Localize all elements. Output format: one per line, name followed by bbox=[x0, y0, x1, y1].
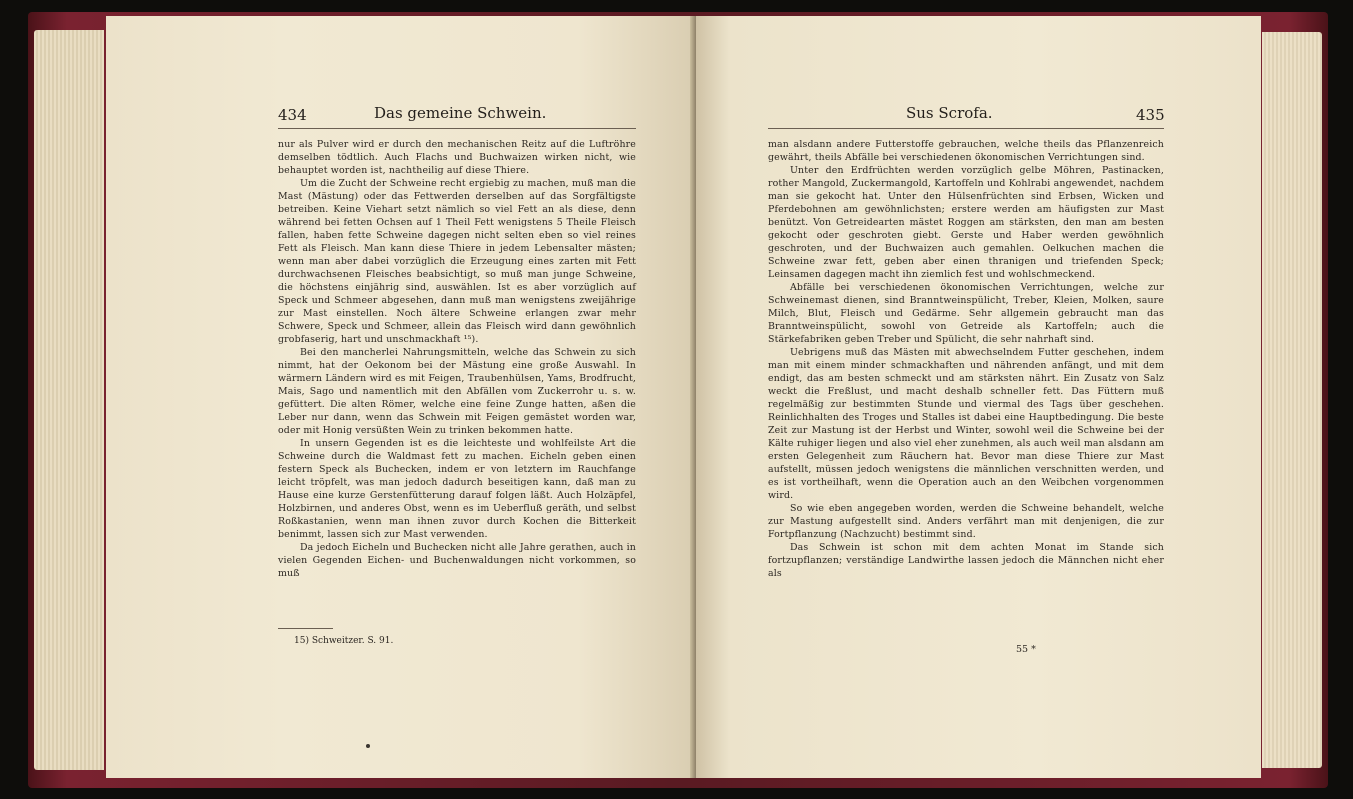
right-paragraph: Unter den Erdfrüchten werden vorzüglich gelbe Möhren, Pastinacken, rother Mangold, Zuckermangold, Kartoffeln und Kohlrabi angewendet, nachdem man sie gekocht hat. Unter den Hülsenfrüchten sind Erbsen, Wicken und Pferdebohnen am gewöhnlichsten; erstere werden am häufigsten zur Mast benützt. Von Getreidearten mästet Roggen am stärksten, den man am besten gekocht oder geschroten giebt. Gerste und Haber werden gewöhnlich geschroten, und der Buchwaizen auch gemahlen. Oelkuchen machen die Schweine zwar fett, geben aber einen thranigen und triefenden Speck; Leinsamen dagegen macht ihn ziemlich fest und wohlschmeckend. bbox=[768, 165, 1164, 280]
right-page-number: 435 bbox=[1136, 106, 1165, 124]
left-page-number: 434 bbox=[278, 106, 307, 124]
left-paragraph: In unsern Gegenden ist es die leichteste und wohlfeilste Art die Schweine durch die Waldmast fett zu machen. Eicheln geben einen festern Speck als Buchecken, indem er von letztern im Rauchfange leicht tröpfelt, was man jedoch dadurch beseitigen kann, daß man zu Hause eine kurze Gerstenfütterung darauf folgen läßt. Auch Holzäpfel, Holzbirnen, und anderes Obst, wenn es im Ueberfluß geräth, und selbst Roßkastanien, wenn man ihnen zuvor durch Kochen die Bitterkeit benimmt, lassen sich zur Mast verwenden. bbox=[278, 438, 636, 540]
open-book bbox=[28, 12, 1328, 788]
right-paragraph: Das Schwein ist schon mit dem achten Monat im Stande sich fortzupflanzen; verständige Landwirthe lassen jedoch die Männchen nicht eher als bbox=[768, 542, 1164, 579]
left-body-text bbox=[278, 138, 636, 580]
right-paragraph: Uebrigens muß das Mästen mit abwechselndem Futter geschehen, indem man mit einem minder schmackhaften und nährenden anfängt, und mit dem endigt, das am besten schmeckt und am stärksten nährt. Ein Zusatz von Salz weckt die Freßlust, und macht deshalb schneller fett. Das Füttern muß regelmäßig zur bestimmten Stunde und viermal des Tags über geschehen. Reinlichhalten des Troges und Stalles ist dabei eine Hauptbedingung. Die beste Zeit zur Mastung ist der Herbst und Winter, sowohl weil die Schweine bei der Kälte ruhiger liegen und also viel eher zunehmen, als auch weil man alsdann am ersten Gelegenheit zum Räuchern hat. Bevor man diese Thiere zur Mast aufstellt, müssen jedoch wenigstens die männlichen verschnitten werden, und es ist vortheilhaft, wenn die Operation auch an den Weibchen vorgenommen wird. bbox=[768, 347, 1164, 501]
page-edges-left bbox=[34, 30, 104, 770]
footnote: 15) Schweitzer. S. 91. bbox=[294, 636, 394, 646]
right-paragraph: So wie eben angegeben worden, werden die Schweine behandelt, welche zur Mastung aufgestellt sind. Anders verfährt man mit denjenigen, die zur Fortpflanzung (Nachzucht) bestimmt sind. bbox=[768, 503, 1164, 540]
right-paragraph: Abfälle bei verschiedenen ökonomischen Verrichtungen, welche zur Schweinemast dienen, sind Branntweinspülicht, Treber, Kleien, Molken, saure Milch, Blut, Fleisch und Gedärme. Sehr allgemein gebraucht man das Branntweinspülicht, sowohl von Getreide als Kartoffeln; auch die Stärkefabriken geben Treber und Spülicht, die sehr nahrhaft sind. bbox=[768, 282, 1164, 345]
printer-mark bbox=[366, 744, 370, 748]
left-running-head: Das gemeine Schwein. bbox=[374, 104, 547, 122]
left-paragraph: Da jedoch Eicheln und Buchecken nicht alle Jahre gerathen, auch in vielen Gegenden Eichen- und Buchenwaldungen nicht vorkommen, so muß bbox=[278, 542, 636, 579]
right-page bbox=[696, 16, 1261, 778]
right-header-rule bbox=[768, 128, 1164, 129]
footnote-rule bbox=[278, 628, 333, 629]
left-paragraph: Um die Zucht der Schweine recht ergiebig zu machen, muß man die Mast (Mästung) oder das Fettwerden derselben auf das Sorgfältigste betreiben. Keine Viehart setzt nämlich so viel Fett an als diese, denn während bei fetten Ochsen auf 1 Theil Fett wenigstens 5 Theile Fleisch fallen, haben fette Schweine dagegen nicht selten eben so viel reines Fett als Fleisch. Man kann diese Thiere in jedem Lebensalter mästen; wenn man aber dabei vorzüglich die Erzeugung eines zarten mit Fett durchwachsenen Fleisches beabsichtigt, so muß man junge Schweine, die höchstens einjährig sind, auswählen. Ist es aber vorzüglich auf Speck und Schmeer abgesehen, dann muß man wenigstens zweijährige zur Mast einstellen. Noch ältere Schweine erlangen zwar mehr Schwere, Speck und Schmeer, allein das Fleisch wird dann gewöhnlich grobfaserig, hart und unschmackhaft ¹⁵). bbox=[278, 178, 636, 345]
left-paragraph: nur als Pulver wird er durch den mechanischen Reitz auf die Luftröhre demselben tödtlich. Auch Flachs und Buchwaizen wirken nicht, wie behauptet worden ist, nachtheilig auf diese Thiere. bbox=[278, 139, 636, 176]
right-body-text bbox=[768, 138, 1164, 580]
signature-mark: 55 * bbox=[1016, 644, 1036, 655]
left-header-rule bbox=[278, 128, 636, 129]
right-running-head: Sus Scrofa. bbox=[906, 104, 993, 122]
page-edges-right bbox=[1262, 32, 1322, 768]
left-page bbox=[106, 16, 696, 778]
left-paragraph: Bei den mancherlei Nahrungsmitteln, welche das Schwein zu sich nimmt, hat der Oekonom bei der Mästung eine große Auswahl. In wärmern Ländern wird es mit Feigen, Traubenhülsen, Yams, Brodfrucht, Mais, Sago und namentlich mit den Abfällen vom Zuckerrohr u. s. w. gefüttert. Die alten Römer, welche eine feine Zunge hatten, aßen die Leber nur dann, wenn das Schwein mit Feigen gemästet worden war, oder mit Honig versüßten Wein zu trinken bekommen hatte. bbox=[278, 347, 636, 436]
right-paragraph: man alsdann andere Futterstoffe gebrauchen, welche theils das Pflanzenreich gewährt, theils Abfälle bei verschiedenen ökonomischen Verrichtungen sind. bbox=[768, 139, 1164, 163]
